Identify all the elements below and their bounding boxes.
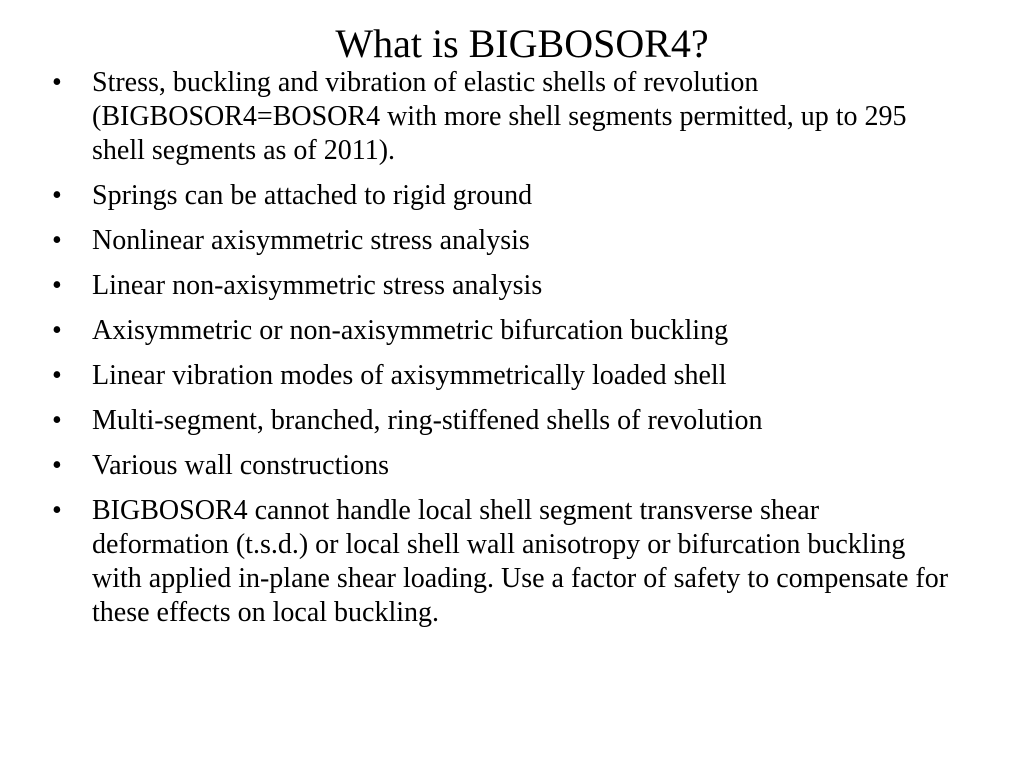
bullet-text: Stress, buckling and vibration of elastic shells of revolution (BIGBOSOR4=BOSOR4 with more shell segments permitted, up to 295 shell segments as of 2011). [92,67,907,166]
bullet-icon: • [52,180,62,211]
bullet-text: Springs can be attached to rigid ground [92,180,533,211]
bullet-icon: • [52,67,62,98]
bullet-list [52,66,952,641]
bullet-item [52,66,952,168]
bullet-item [52,359,952,393]
bullet-icon: • [52,405,62,436]
bullet-text: Nonlinear axisymmetric stress analysis [92,225,530,256]
bullet-item [52,269,952,303]
slide-title: What is BIGBOSOR4? [335,21,709,66]
bullet-text: Multi-segment, branched, ring-stiffened shells of revolution [92,405,763,436]
bullet-item [52,224,952,258]
bullet-item [52,314,952,348]
bullet-text: Axisymmetric or non-axisymmetric bifurcation buckling [92,315,729,346]
bullet-item [52,404,952,438]
bullet-icon: • [52,225,62,256]
bullet-item [52,179,952,213]
bullet-icon: • [52,270,62,301]
bullet-text: Linear vibration modes of axisymmetrically loaded shell [92,360,727,391]
bullet-icon: • [52,450,62,481]
bullet-text: Various wall constructions [92,450,390,481]
bullet-text: Linear non-axisymmetric stress analysis [92,270,543,301]
bullet-item [52,449,952,483]
bullet-text: BIGBOSOR4 cannot handle local shell segment transverse shear deformation (t.s.d.) or local shell wall anisotropy or bifurcation buckling with applied in-plane shear loading. Use a factor of safety to compensate for these effects on local buckling. [92,495,949,628]
bullet-icon: • [52,360,62,391]
bullet-icon: • [52,315,62,346]
bullet-item [52,494,952,630]
bullet-icon: • [52,495,62,526]
